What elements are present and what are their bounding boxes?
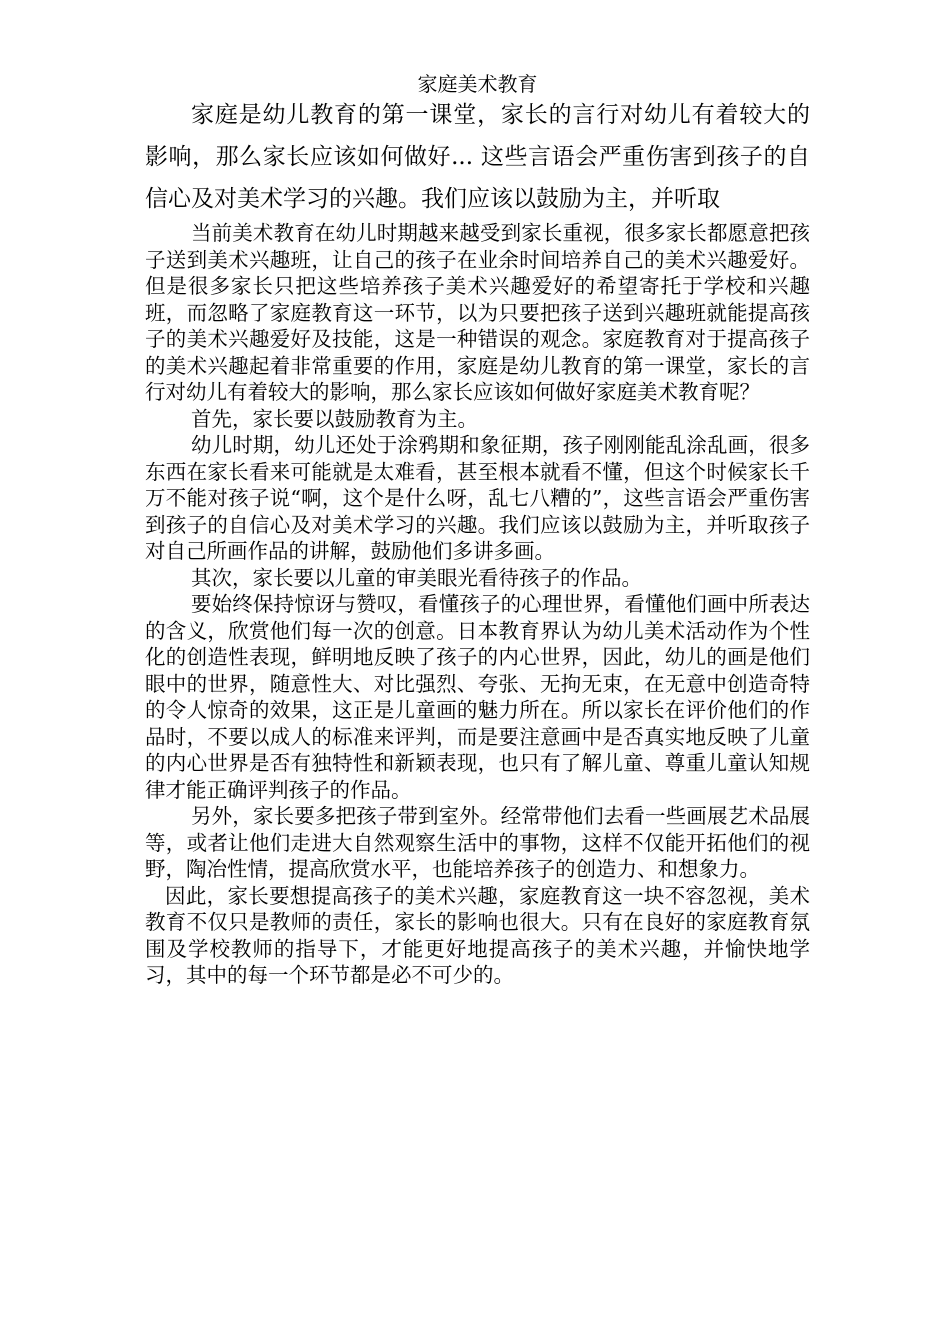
intro-paragraph: 家庭是幼儿教育的第一课堂，家长的言行对幼儿有着较大的影响，那么家长应该如何做好... 这些言语会严重伤害到孩子的自信心及对美术学习的兴趣。我们应该以鼓励为主，并听取 [145, 102, 810, 212]
document-page [145, 70, 810, 989]
paragraph-outdoors: 另外，家长要多把孩子带到室外。经常带他们去看一些画展艺术品展等，或者让他们走进大自然观察生活中的事物，这样不仅能开拓他们的视野，陶冶性情，提高欣赏水平，也能培养孩子的创造力、和想象力。 [145, 804, 810, 881]
paragraph-first-point: 首先，家长要以鼓励教育为主。 [191, 406, 478, 431]
paragraph-aesthetic-view: 要始终保持惊讶与赞叹，看懂孩子的心理世界，看懂他们画中所表达的含义，欣赏他们每一次的创意。日本教育界认为幼儿美术活动作为个性化的创造性表现，鲜明地反映了孩子的内心世界，因此，幼儿的画是他们眼中的世界，随意性大、对比强烈、夸张、无拘无束，在无意中创造奇特的令人惊奇的效果，这正是儿童画的魅力所在。所以家长在评价他们的作品时，不要以成人的标准来评判，而是要注意画中是否真实地反映了儿童的内心世界是否有独特性和新颖表现，也只有了解儿童、尊重儿童认知规律才能正确评判孩子的作品。 [145, 592, 810, 802]
document-title: 家庭美术教育 [417, 72, 538, 96]
paragraph-encouragement: 幼儿时期，幼儿还处于涂鸦期和象征期，孩子刚刚能乱涂乱画，很多东西在家长看来可能就是太难看，甚至根本就看不懂，但这个时候家长千万不能对孩子说“啊，这个是什么呀，乱七八糟的”，这些言语会严重伤害到孩子的自信心及对美术学习的兴趣。我们应该以鼓励为主，并听取孩子对自己所画作品的讲解，鼓励他们多讲多画。 [145, 433, 810, 563]
paragraph-conclusion: 因此，家长要想提高孩子的美术兴趣，家庭教育这一块不容忽视，美术教育不仅只是教师的责任，家长的影响也很大。只有在良好的家庭教育氛围及学校教师的指导下，才能更好地提高孩子的美术兴趣，并愉快地学习，其中的每一个环节都是必不可少的。 [145, 883, 810, 987]
paragraph-current-status: 当前美术教育在幼儿时期越来越受到家长重视，很多家长都愿意把孩子送到美术兴趣班，让自己的孩子在业余时间培养自己的美术兴趣爱好。但是很多家长只把这些培养孩子美术兴趣爱好的希望寄托于学校和兴趣班，而忽略了家庭教育这一环节，以为只要把孩子送到兴趣班就能提高孩子的美术兴趣爱好及技能，这是一种错误的观念。家庭教育对于提高孩子的美术兴趣起着非常重要的作用，家庭是幼儿教育的第一课堂，家长的言行对幼儿有着较大的影响，那么家长应该如何做好家庭美术教育呢？ [145, 221, 810, 404]
paragraph-second-point: 其次，家长要以儿童的审美眼光看待孩子的作品。 [191, 565, 642, 590]
